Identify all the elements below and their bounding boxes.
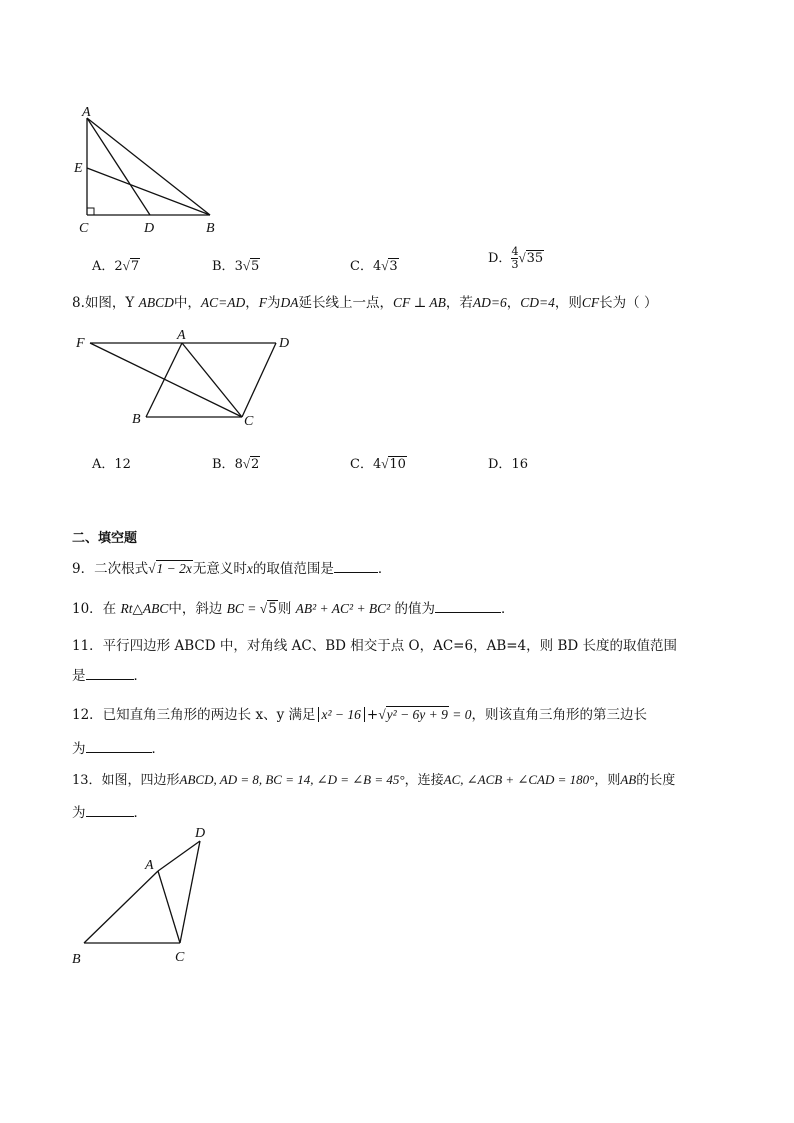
label-F: F	[76, 336, 85, 351]
right-angle-mark	[87, 208, 94, 215]
segment-BA	[84, 871, 158, 943]
segment-CD	[242, 343, 276, 417]
segment-AC	[182, 343, 242, 417]
answer-blank[interactable]	[86, 804, 134, 817]
label-A: A	[82, 105, 91, 120]
answer-blank[interactable]	[435, 600, 501, 613]
q11-question-line2: 是 ．	[72, 668, 147, 684]
label-D: D	[144, 221, 155, 236]
label-C: C	[175, 950, 185, 965]
answer-blank[interactable]	[334, 560, 378, 573]
q8-option-b: B．8√2	[212, 456, 260, 472]
q7-option-c: C．4√3	[350, 258, 398, 274]
answer-blank[interactable]	[86, 667, 134, 680]
q9-question: 9．二次根式√1 − 2x无意义时x的取值范围是 ．	[72, 561, 392, 577]
q12-question-line2: 为 ．	[72, 741, 165, 757]
segment-AD	[87, 118, 150, 215]
figure-q13	[70, 823, 220, 973]
q7-option-d: D． $\frac{4}{3}$ √35	[488, 245, 544, 271]
q11-question-line1: 11．平行四边形 ABCD 中，对角线 AC、BD 相交于点 O，AC=6，AB=4，则 BD 长度的取值范围	[72, 638, 677, 654]
label-C: C	[79, 221, 89, 236]
label-B: B	[132, 412, 141, 427]
q7-option-a: A．2√7	[92, 258, 140, 274]
label-D: D	[279, 336, 290, 351]
label-C: C	[244, 414, 254, 429]
q7-option-b: B．3√5	[212, 258, 260, 274]
label-E: E	[74, 161, 83, 176]
q8-question: 8.如图，Y ABCD中，AC=AD，F为DA延长线上一点，CF ⊥ AB，若AD=6，CD=4，则CF长为（ ）	[72, 295, 658, 311]
section-title: 二、填空题	[72, 531, 138, 546]
segment-AB	[87, 118, 210, 215]
q8-option-d: D．16	[488, 457, 528, 472]
q12-question-line1: 12．已知直角三角形的两边长 x、y 满足 x² − 16 +√y² − 6y + 9 = 0，则该直角三角形的第三边长	[72, 707, 648, 723]
q8-option-a: A．12	[92, 457, 131, 472]
label-B: B	[206, 221, 215, 236]
figure-q7	[70, 100, 230, 240]
segment-AC	[158, 871, 180, 943]
q10-question: 10．在 Rt△ABC中，斜边 BC = √5则 AB² + AC² + BC² 的值为 ．	[72, 601, 515, 617]
q8-option-c: C．4√10	[350, 456, 406, 472]
label-D: D	[195, 826, 206, 841]
answer-blank[interactable]	[86, 740, 152, 753]
label-B: B	[72, 952, 81, 967]
segment-EB	[87, 168, 210, 215]
segment-DC	[180, 841, 200, 943]
label-A: A	[177, 328, 186, 343]
q13-question-line2: 为 ．	[72, 805, 147, 821]
segment-FC	[90, 343, 242, 417]
segment-AD	[158, 841, 200, 871]
label-A: A	[145, 858, 154, 873]
q13-question-line1: 13．如图，四边形ABCD, AD = 8, BC = 14, ∠D = ∠B = 45°，连接AC, ∠ACB + ∠CAD = 180°，则AB的长度	[72, 772, 676, 788]
segment-BA	[146, 343, 182, 417]
figure-q8	[72, 325, 302, 430]
